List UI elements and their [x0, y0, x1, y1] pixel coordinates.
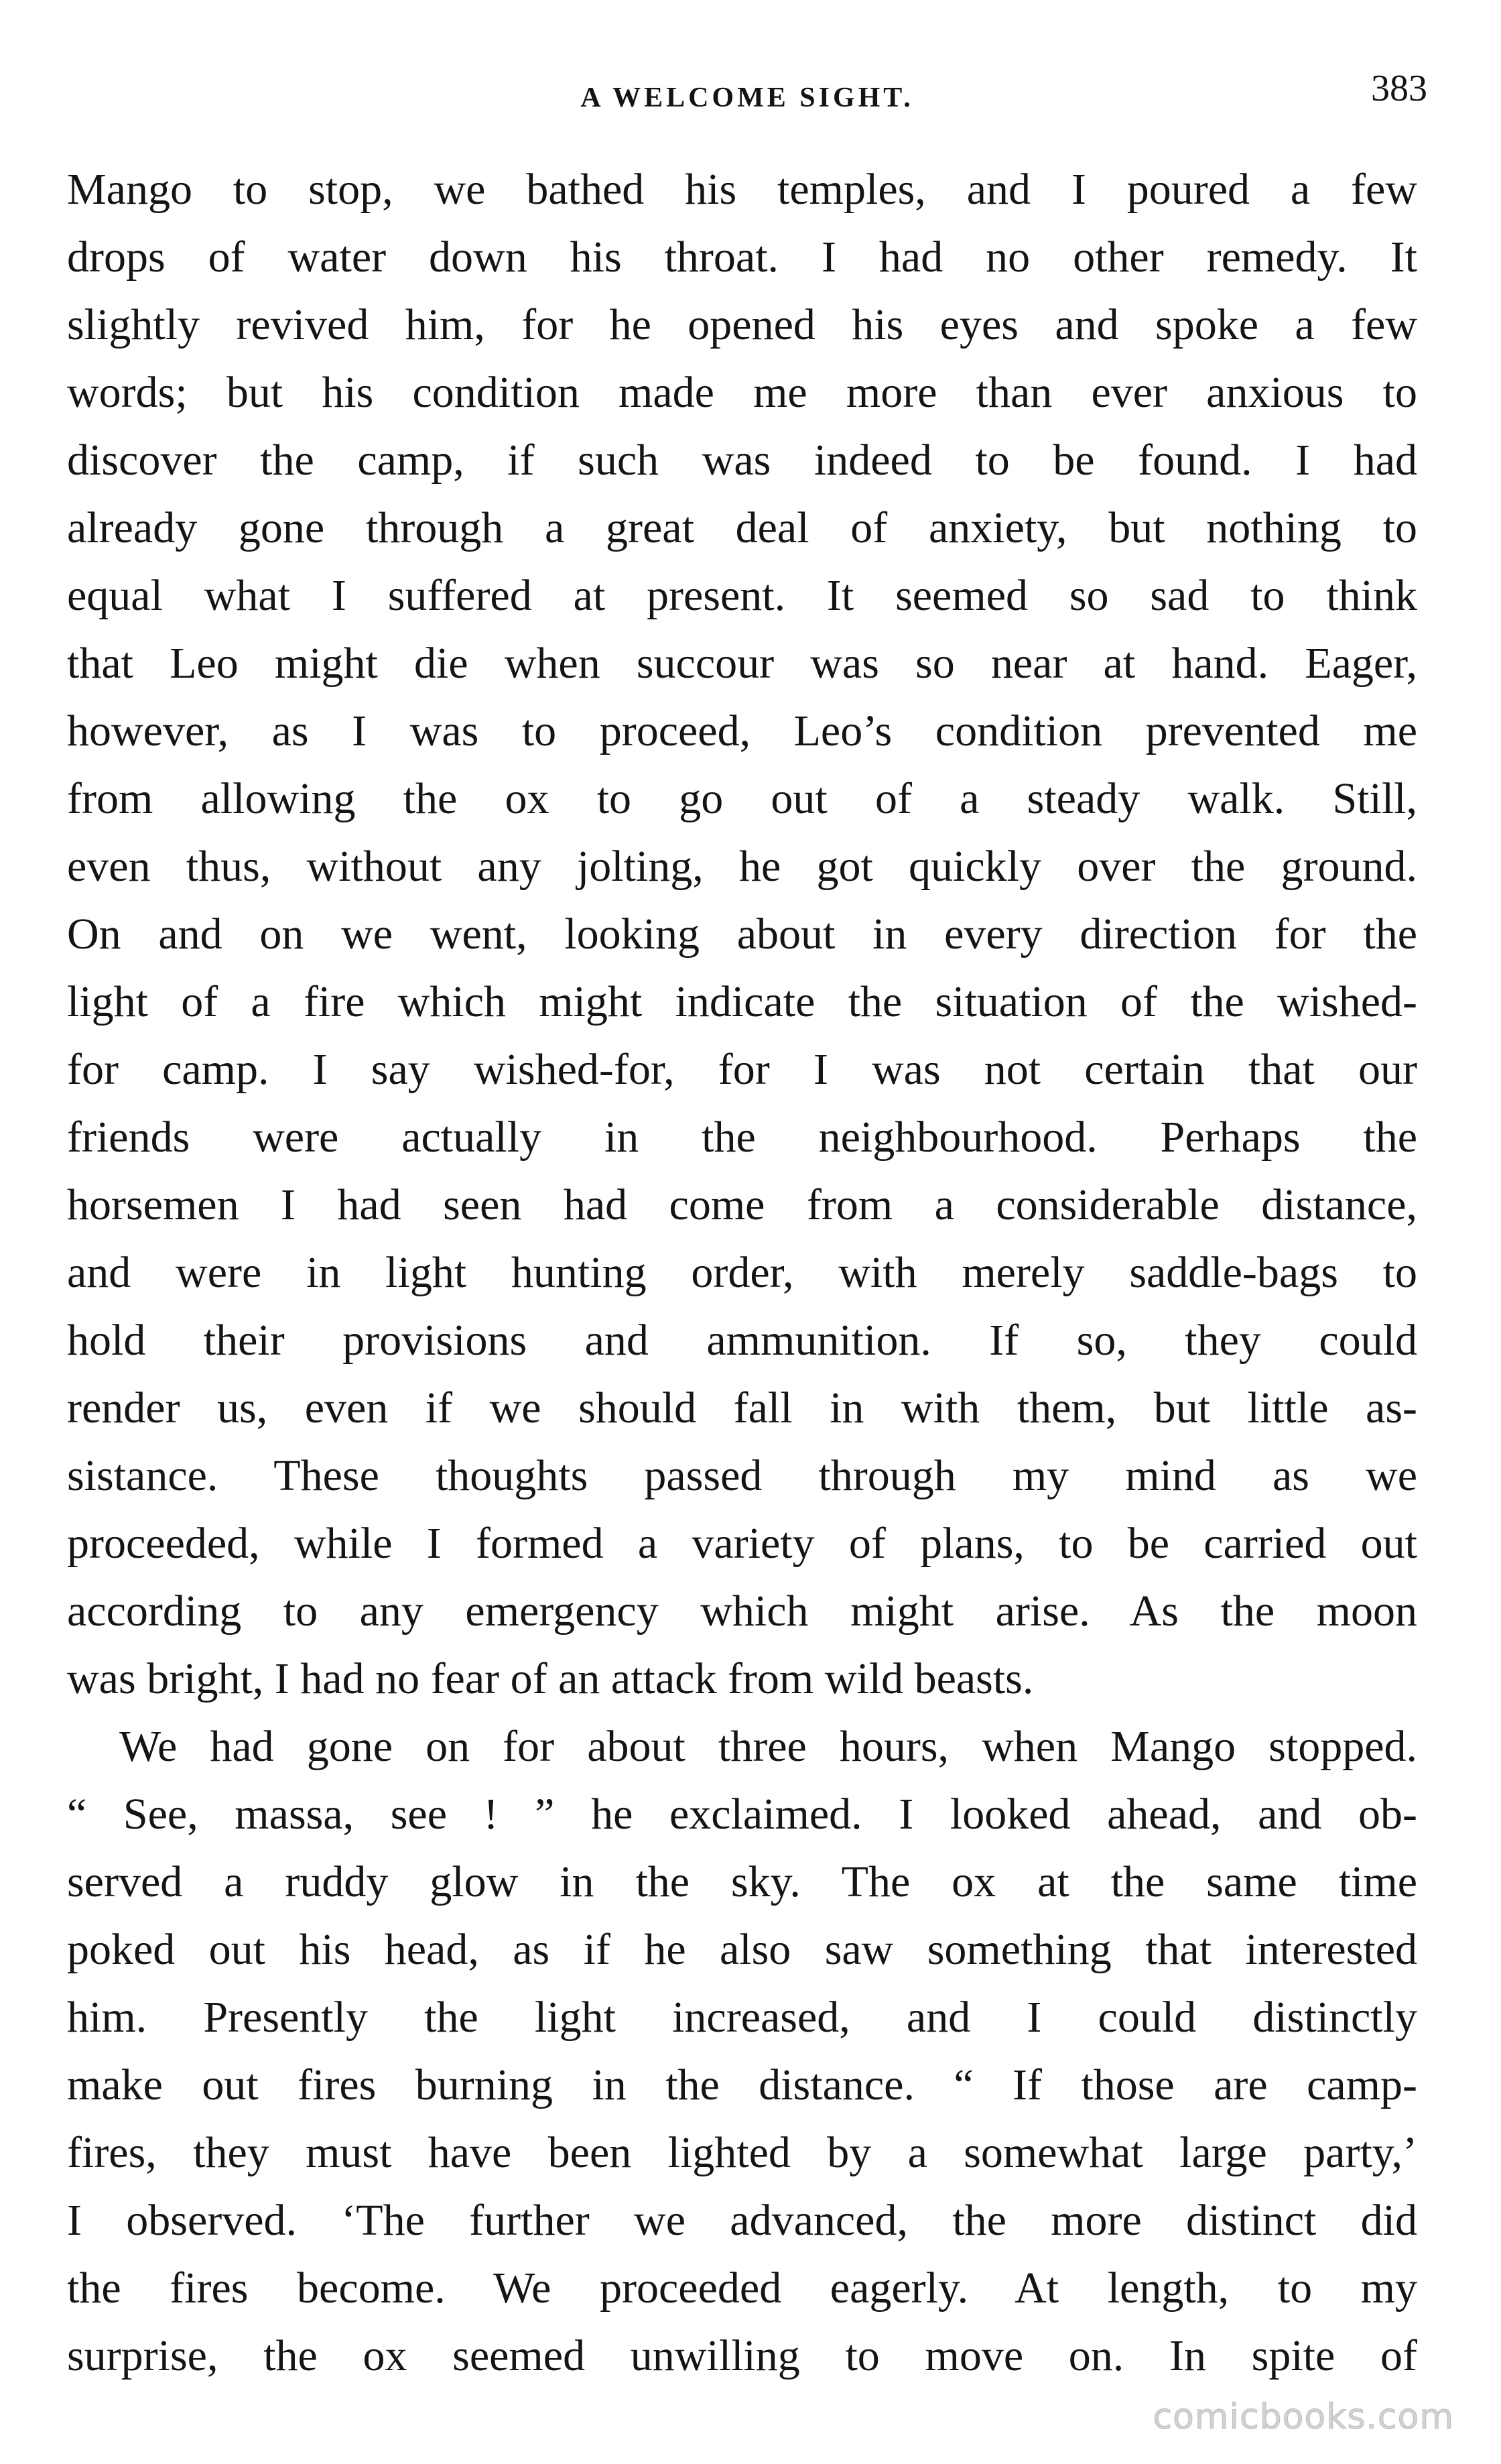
- running-head: [67, 67, 1427, 121]
- text-line: according to any emergency which might arise. As the moon: [67, 1587, 1417, 1636]
- text-line: horsemen I had seen had come from a considerable distance,: [67, 1180, 1417, 1229]
- text-line: for camp. I say wished-for, for I was not certain that our: [67, 1045, 1417, 1094]
- text-line: make out fires burning in the distance. “ If those are camp-: [67, 2060, 1417, 2109]
- text-line: We had gone on for about three hours, when Mango stopped.: [119, 1722, 1417, 1771]
- site-watermark: comicbooks.com: [1153, 2397, 1454, 2437]
- chapter-running-title: A WELCOME SIGHT.: [580, 82, 914, 113]
- text-line: render us, even if we should fall in with them, but little as-: [67, 1383, 1417, 1432]
- text-line: On and on we went, looking about in every direction for the: [67, 910, 1417, 959]
- text-line: fires, they must have been lighted by a somewhat large party,’: [67, 2128, 1417, 2177]
- text-line: the fires become. We proceeded eagerly. At length, to my: [67, 2264, 1417, 2313]
- text-line: drops of water down his throat. I had no other remedy. It: [67, 233, 1417, 282]
- text-line: and were in light hunting order, with merely saddle-bags to: [67, 1248, 1417, 1297]
- page-number: 383: [1371, 68, 1427, 109]
- text-line: light of a fire which might indicate the situation of the wished-: [67, 977, 1417, 1026]
- text-line: served a ruddy glow in the sky. The ox at the same time: [67, 1857, 1417, 1906]
- text-line: poked out his head, as if he also saw something that interested: [67, 1925, 1417, 1974]
- text-line: even thus, without any jolting, he got quickly over the ground.: [67, 842, 1417, 891]
- text-line: that Leo might die when succour was so near at hand. Eager,: [67, 639, 1417, 688]
- text-line: however, as I was to proceed, Leo’s condition prevented me: [67, 706, 1417, 755]
- text-line: “ See, massa, see ! ” he exclaimed. I looked ahead, and ob-: [67, 1790, 1417, 1839]
- text-line: Mango to stop, we bathed his temples, and I poured a few: [67, 165, 1417, 214]
- text-line: from allowing the ox to go out of a steady walk. Still,: [67, 774, 1417, 823]
- text-line: discover the camp, if such was indeed to be found. I had: [67, 436, 1417, 485]
- text-line: words; but his condition made me more than ever anxious to: [67, 368, 1417, 417]
- body-text: [67, 156, 1417, 2390]
- text-line: was bright, I had no fear of an attack from wild beasts.: [67, 1654, 1034, 1703]
- text-line: him. Presently the light increased, and I could distinctly: [67, 1993, 1417, 2042]
- text-line: surprise, the ox seemed unwilling to move on. In spite of: [67, 2331, 1417, 2380]
- text-line: sistance. These thoughts passed through my mind as we: [67, 1451, 1417, 1500]
- text-line: slightly revived him, for he opened his eyes and spoke a few: [67, 300, 1417, 349]
- text-line: already gone through a great deal of anxiety, but nothing to: [67, 503, 1417, 552]
- text-line: proceeded, while I formed a variety of plans, to be carried out: [67, 1519, 1417, 1568]
- text-line: friends were actually in the neighbourhood. Perhaps the: [67, 1113, 1417, 1162]
- text-line: equal what I suffered at present. It seemed so sad to think: [67, 571, 1417, 620]
- text-line: hold their provisions and ammunition. If so, they could: [67, 1316, 1417, 1365]
- text-line: I observed. ‘The further we advanced, the more distinct did: [67, 2196, 1417, 2245]
